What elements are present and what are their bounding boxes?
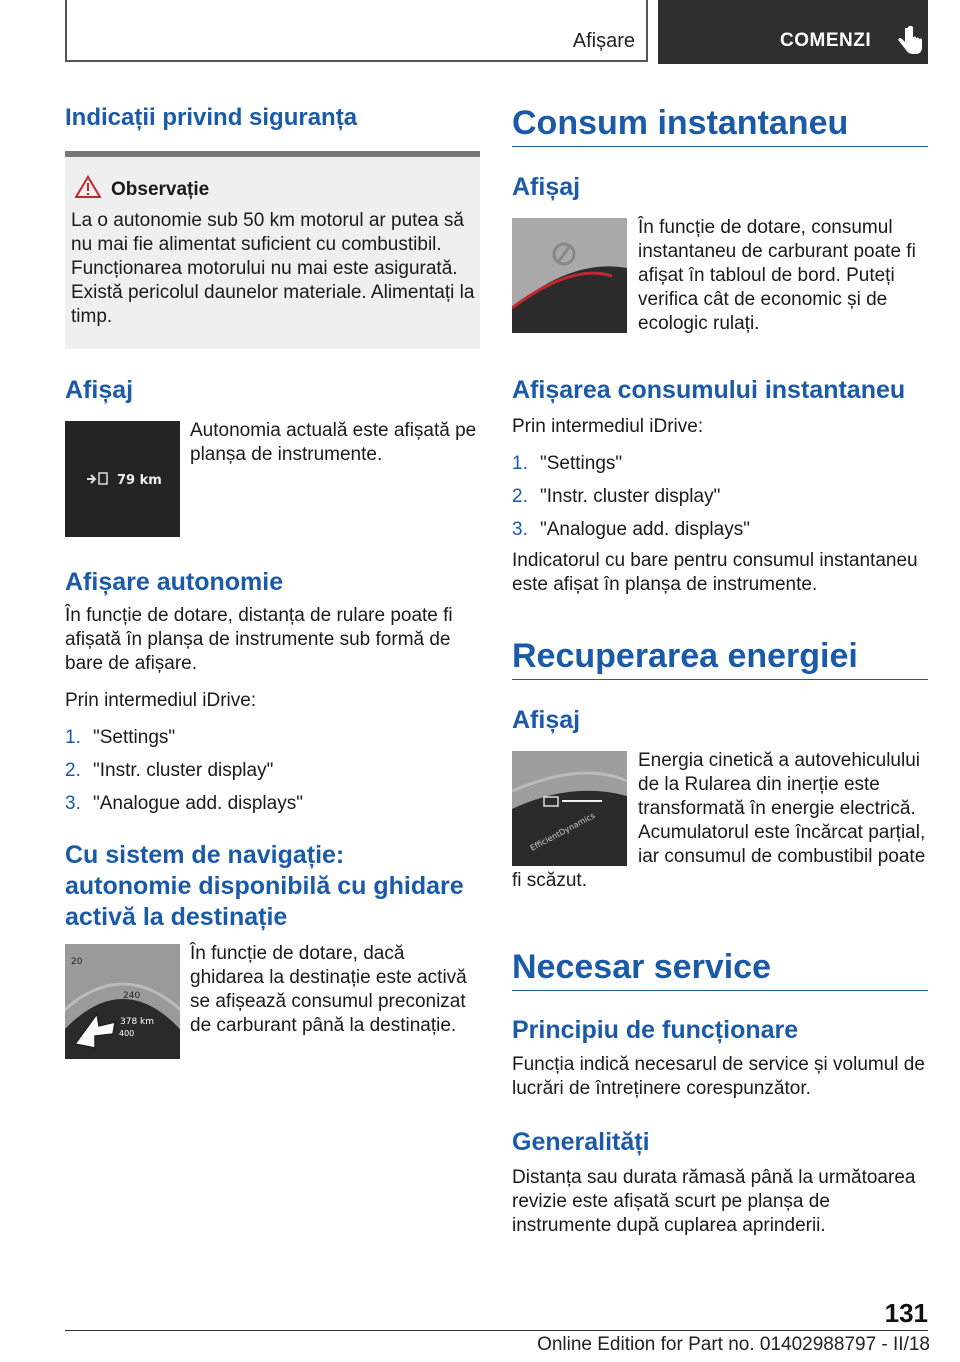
- consumption-gauge-image: [512, 218, 627, 333]
- warning-triangle-icon: [75, 175, 101, 199]
- footer-rule: [65, 1330, 928, 1331]
- header-chapter-label: COMENZI: [780, 30, 872, 51]
- service-heading: Necesar service: [512, 948, 772, 986]
- idrive-intro-right: Prin intermediul iDrive:: [512, 416, 704, 437]
- warning-box: [65, 151, 480, 349]
- page-number: 131: [884, 1298, 928, 1328]
- afisare-autonomie-heading: Afișare autonomie: [65, 568, 284, 596]
- heading-rule: [512, 679, 928, 680]
- nav-range-value: 378 km: [120, 1017, 155, 1027]
- list-item: 2. "Instr. cluster display": [65, 760, 274, 781]
- list-item: 1. "Settings": [512, 453, 623, 474]
- principiu-text: Funcția indică necesarul de service și volumul de lucrări de întreținere corespunzător.: [512, 1054, 925, 1099]
- navigatie-text: În funcție de dotare, dacă ghidarea la destinație este activă se afișează consumul preconizat de carburant până la destinație.: [190, 943, 467, 1036]
- principiu-heading: Principiu de funcționare: [512, 1016, 799, 1044]
- afisaj-heading-3: Afișaj: [512, 706, 581, 734]
- svg-text:240: 240: [123, 991, 141, 1001]
- safety-heading: Indicații privind siguranța: [65, 104, 358, 131]
- range-display-image: [65, 421, 180, 537]
- footer-edition: Online Edition for Part no. 01402988797 - II/18: [537, 1334, 930, 1355]
- afisaj-heading-2: Afișaj: [512, 173, 581, 201]
- header-section-box: [65, 0, 648, 62]
- afisarea-consumului-heading: Afișarea consumului instantaneu: [512, 376, 906, 404]
- steps-list-left: [65, 726, 480, 825]
- warning-text: La o autonomie sub 50 km motorul ar putea să nu mai fie alimentat suficient cu combustibil. Funcționarea motorului nu mai este asigurată. Există pericolul daunelor materiale. Alimentați la timp.: [71, 210, 475, 327]
- steps-list-right: [512, 452, 928, 551]
- nav-distance-value: 400: [119, 1029, 135, 1038]
- header-section-title: Afișare: [572, 30, 635, 52]
- list-item: 3. "Analogue add. displays": [65, 793, 303, 814]
- warning-title: Observație: [111, 179, 210, 200]
- header-chapter-tab[interactable]: [658, 0, 928, 64]
- idrive-intro-left: Prin intermediul iDrive:: [65, 690, 257, 711]
- efficient-dynamics-label: EfficientDynamics: [528, 811, 597, 853]
- list-item: 1. "Settings": [65, 727, 176, 748]
- afisaj-heading-1: Afișaj: [65, 376, 134, 404]
- generalitati-heading: Generalități: [512, 1128, 650, 1156]
- heading-rule: [512, 990, 928, 991]
- afisaj-text-3: Energia cinetică a autovehiculului de la Rularea din inerție este transformată în energie electrică. Acumulatorul este încărcat parțial, iar consumul de combustibil poate fi scăzut.: [512, 750, 926, 891]
- consum-heading: Consum instantaneu: [512, 104, 849, 142]
- navigatie-heading: Cu sistem de navigație: autonomie disponibilă cu ghidare activă la destinație: [65, 841, 464, 931]
- navigation-gauge-image: [65, 944, 180, 1059]
- svg-text:20: 20: [71, 957, 83, 967]
- afisare-autonomie-text: În funcție de dotare, distanța de rulare poate fi afișată în planșa de instrumente sub formă de bare de afișare.: [65, 605, 453, 674]
- range-value: 79 km: [117, 473, 162, 488]
- list-item: 2. "Instr. cluster display": [512, 486, 721, 507]
- consum-indicator-text: Indicatorul cu bare pentru consumul instantaneu este afișat în planșa de instrumente.: [512, 550, 918, 595]
- afisaj-text-2: În funcție de dotare, consumul instantaneu de carburant poate fi afișat în tabloul de bord. Puteți verifica cât de economic și de ecologic rulați.: [638, 217, 916, 334]
- list-item: 3. "Analogue add. displays": [512, 519, 750, 540]
- afisaj-text-1: Autonomia actuală este afișată pe planșa de instrumente.: [190, 420, 477, 465]
- hand-pointer-icon: [896, 26, 924, 56]
- heading-rule: [512, 146, 928, 147]
- recuperare-heading: Recuperarea energiei: [512, 637, 858, 675]
- generalitati-text: Distanța sau durata rămasă până la următoarea revizie este afișată scurt pe planșa de instrumente după cuplarea aprinderii.: [512, 1167, 916, 1236]
